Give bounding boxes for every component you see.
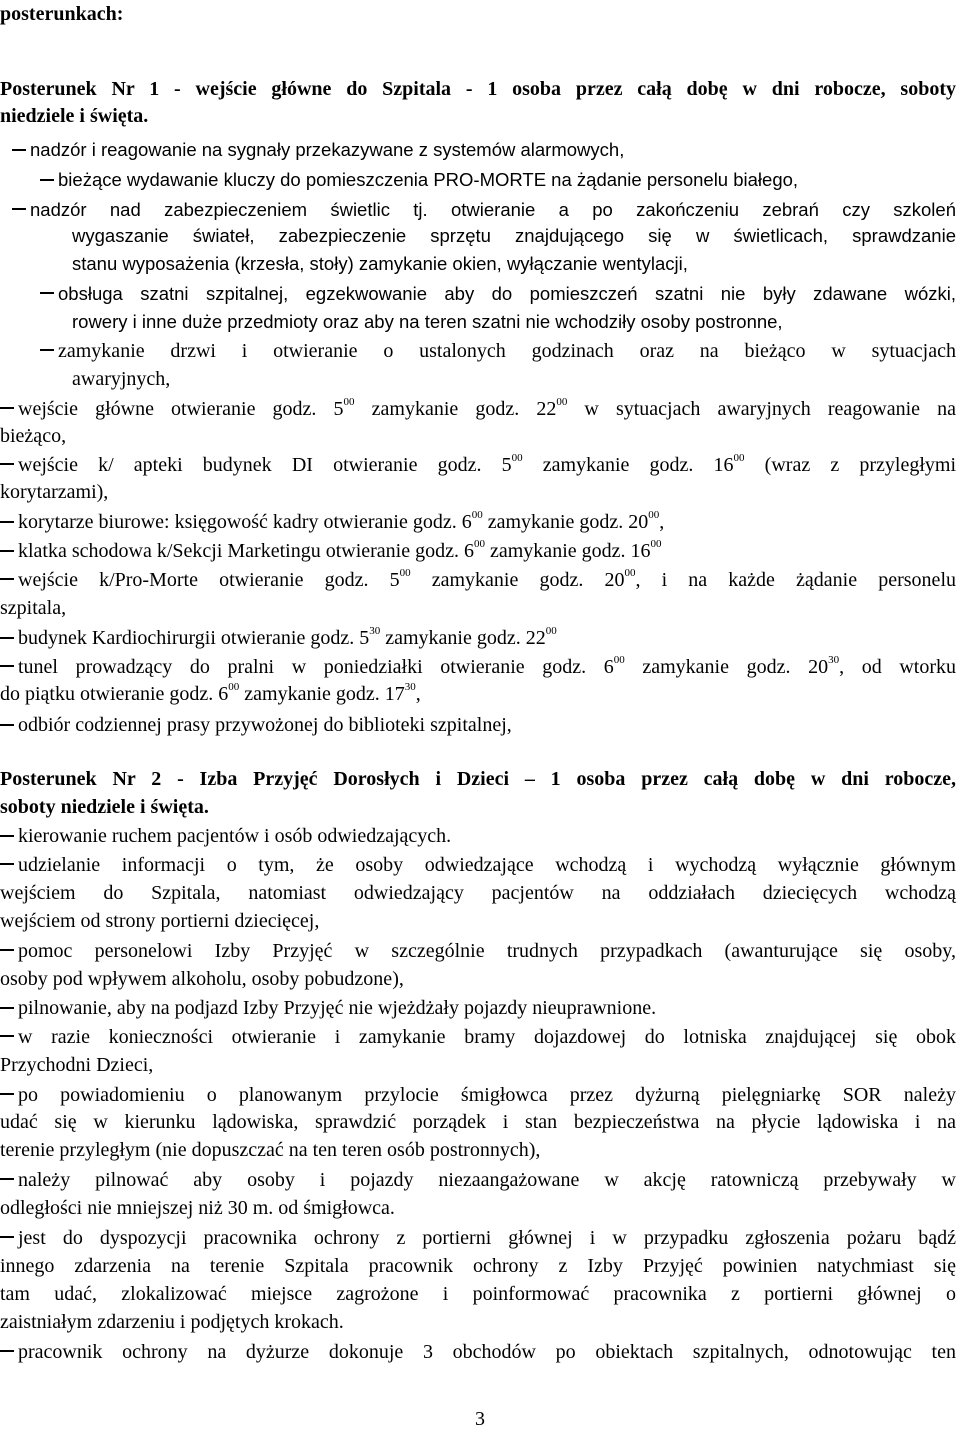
list-item: pilnowanie, aby na podjazd Izby Przyjęć nie wjeżdżały pojazdy nieuprawnione. xyxy=(0,994,960,1022)
list-item-cont: wejściem od strony portierni dziecięcej, xyxy=(0,910,320,932)
list-item-cont: zaistniałym zdarzeniu i podjętych krokach. xyxy=(0,1311,344,1333)
dash-icon xyxy=(0,1350,14,1352)
list-item: klatka schodowa k/Sekcji Marketingu otwieranie godz. $6^{00}$ zamykanie godz. $16^{00}$ xyxy=(0,537,960,565)
list-item-cont: korytarzami), xyxy=(0,481,109,503)
list-item-cont: udać się w kierunku lądowiska, sprawdzić porządek i stan bezpieczeństwa na płycie lądowiska i na xyxy=(0,1111,956,1133)
dash-icon xyxy=(0,637,14,639)
list-item-cont: wygaszanie świateł, zabezpieczenie sprzętu znajdującego się w świetlicach, sprawdzanie xyxy=(72,225,956,246)
list-item-cont: wejściem do Szpitala, natomiast odwiedzający pacjentów na oddziałach dziecięcych wchodzą xyxy=(0,882,956,904)
post1-title: Posterunek Nr 1 - wejście główne do Szpitala - 1 osoba przez całą dobę w dni robocze, soboty xyxy=(0,78,956,100)
dash-icon xyxy=(0,550,14,552)
dash-icon xyxy=(0,1035,14,1037)
list-item-cont: bieżąco, xyxy=(0,425,67,447)
list-item: kierowanie ruchem pacjentów i osób odwiedzających. xyxy=(0,822,960,850)
list-item: wejście k/Pro-Morte otwieranie godz. $5^{00}$ zamykanie godz. $20^{00}$, i na każde żądanie personelu xyxy=(0,566,956,594)
list-item-cont: innego zdarzenia na terenie Szpitala pracownik ochrony z Izby Przyjęć powinien natychmiast się xyxy=(0,1255,956,1277)
dash-icon xyxy=(0,949,14,951)
list-item: odbiór codziennej prasy przywożonej do biblioteki szpitalnej, xyxy=(0,711,960,739)
list-item-cont: awaryjnych, xyxy=(72,368,171,390)
list-item: budynek Kardiochirurgii otwieranie godz. $5^{30}$ zamykanie godz. $22^{00}$ xyxy=(0,624,960,652)
list-item: zamykanie drzwi i otwieranie o ustalonych godzinach oraz na bieżąco w sytuacjach xyxy=(40,337,956,365)
list-item: wejście główne otwieranie godz. $5^{00}$ zamykanie godz. $22^{00}$ w sytuacjach awaryjnych reagowanie na xyxy=(0,395,956,423)
dash-icon xyxy=(0,1007,14,1009)
dash-icon xyxy=(0,1093,14,1095)
page-number: 3 xyxy=(475,1408,485,1430)
dash-icon xyxy=(12,149,26,151)
list-item: pracownik ochrony na dyżurze dokonuje 3 obchodów po obiektach szpitalnych, odnotowując ten xyxy=(0,1338,956,1366)
list-item-cont: szpitala, xyxy=(0,597,67,619)
dash-icon xyxy=(0,463,14,465)
dash-icon xyxy=(0,835,14,837)
post2-title-cont: soboty niedziele i święta. xyxy=(0,796,209,818)
list-item: jest do dyspozycji pracownika ochrony z portierni głównej i w przypadku zgłoszenia pożaru bądź xyxy=(0,1224,956,1252)
section-heading: posterunkach: xyxy=(0,3,124,25)
dash-icon xyxy=(40,349,54,351)
dash-icon xyxy=(0,1236,14,1238)
list-item: udzielanie informacji o tym, że osoby odwiedzające wchodzą i wychodzą wyłącznie głównym xyxy=(0,851,956,879)
list-item: tunel prowadzący do pralni w poniedziałki otwieranie godz. $6^{00}$ zamykanie godz. $20^{30}$, od wtorku xyxy=(0,653,956,681)
list-item-cont: tam udać, zlokalizować miejsce zagrożone i poinformować pracownika z portierni głównej o xyxy=(0,1283,956,1305)
dash-icon xyxy=(40,179,54,181)
list-item: wejście k/ apteki budynek DI otwieranie godz. $5^{00}$ zamykanie godz. $16^{00}$ (wraz z przyległymi xyxy=(0,451,956,479)
list-item-cont: odległości nie mniejszej niż 30 m. od śmigłowca. xyxy=(0,1197,395,1219)
dash-icon xyxy=(0,407,14,409)
list-item: nadzór nad zabezpieczeniem świetlic tj. otwieranie a po zakończeniu zebrań czy szkoleń xyxy=(12,196,956,224)
list-item: po powiadomieniu o planowanym przylocie śmigłowca przez dyżurną pielęgniarkę SOR należy xyxy=(0,1081,956,1109)
list-item: bieżące wydawanie kluczy do pomieszczenia PRO-MORTE na żądanie personelu białego, xyxy=(40,166,960,194)
list-item-cont: do piątku otwieranie godz. $6^{00}$ zamykanie godz. $17^{30}$, xyxy=(0,681,421,705)
dash-icon xyxy=(40,292,54,294)
dash-icon xyxy=(0,1178,14,1180)
list-item: korytarze biurowe: księgowość kadry otwieranie godz. $6^{00}$ zamykanie godz. $20^{00}$, xyxy=(0,508,960,536)
dash-icon xyxy=(0,863,14,865)
list-item-cont: Przychodni Dzieci, xyxy=(0,1054,154,1076)
list-item: należy pilnować aby osoby i pojazdy niezaangażowane w akcję ratowniczą przebywały w xyxy=(0,1166,956,1194)
list-item: obsługa szatni szpitalnej, egzekwowanie aby do pomieszczeń szatni nie były zdawane wózki, xyxy=(40,280,956,308)
dash-icon xyxy=(0,521,14,523)
post1-title-cont: niedziele i święta. xyxy=(0,105,149,127)
list-item-cont: rowery i inne duże przedmioty oraz aby na teren szatni nie wchodziły osoby postronne, xyxy=(72,311,783,332)
list-item-cont: terenie przyległym (nie dopuszczać na ten teren osób postronnych), xyxy=(0,1139,541,1161)
post2-title: Posterunek Nr 2 - Izba Przyjęć Dorosłych i Dzieci – 1 osoba przez całą dobę w dni robocze, xyxy=(0,768,956,790)
dash-icon xyxy=(0,578,14,580)
list-item-cont: stanu wyposażenia (krzesła, stoły) zamykanie okien, wyłączanie wentylacji, xyxy=(72,253,688,274)
list-item: w razie konieczności otwieranie i zamykanie bramy dojazdowej do lotniska znajdującej się obok xyxy=(0,1023,956,1051)
dash-icon xyxy=(0,724,14,726)
dash-icon xyxy=(12,208,26,210)
list-item: pomoc personelowi Izby Przyjęć w szczególnie trudnych przypadkach (awanturujące się osoby, xyxy=(0,937,956,965)
list-item: nadzór i reagowanie na sygnały przekazywane z systemów alarmowych, xyxy=(12,136,960,164)
dash-icon xyxy=(0,665,14,667)
list-item-cont: osoby pod wpływem alkoholu, osoby pobudzone), xyxy=(0,968,404,990)
